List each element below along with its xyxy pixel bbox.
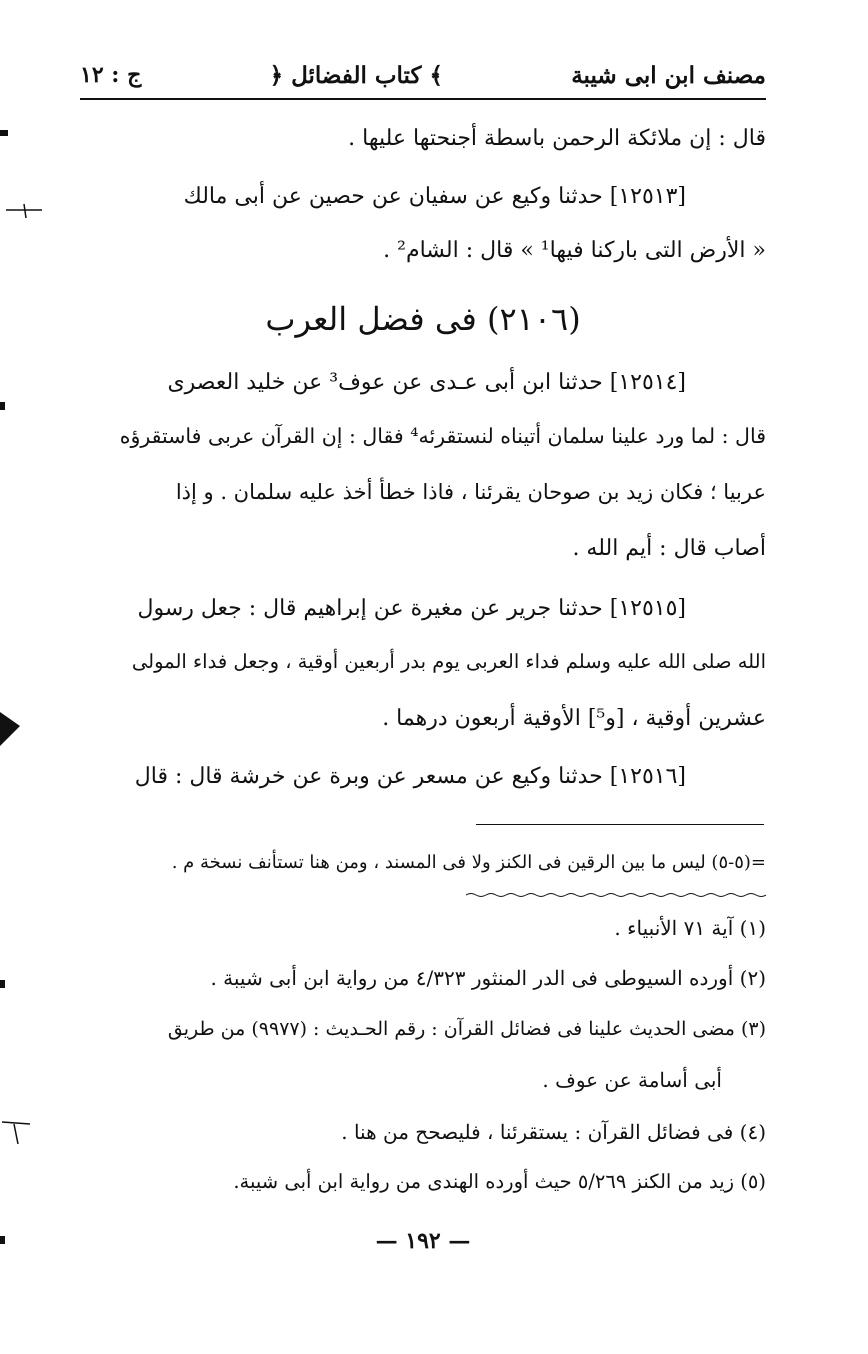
hadith-12515-line-3: عشرين أوقية ، [و⁵] الأوقية أربعون درهما . [382, 706, 766, 731]
hadith-12514-line-2: قال : لما ورد علينا سلمان أتيناه لنستقرئه⁴ فقال : إن القرآن عربى فاستقرؤه [119, 424, 766, 448]
margin-mark-dot-2 [0, 980, 8, 990]
chapter-title: ﴿ كتاب الفضائل ﴾ [269, 61, 443, 89]
footnote-1: (١) آية ٧١ الأنبياء . [614, 916, 766, 940]
footnote-3-line-1: (٣) مضى الحديث علينا فى فضائل القرآن : رقم الحـديث : (٩٩٧٧) من طريق [167, 1018, 766, 1040]
running-header [80, 52, 766, 98]
margin-cross-mark [4, 200, 44, 222]
section-heading: (٢١٠٦) فى فضل العرب [265, 300, 581, 338]
margin-mark-dot-3 [0, 1236, 8, 1246]
page-number: — ١٩٢ — [375, 1228, 471, 1254]
footnote-2: (٢) أورده السيوطى فى الدر المنثور ٤/٣٢٣ من رواية ابن أبى شيبة . [210, 966, 766, 990]
footnote-range-note: =(٥-٥) ليس ما بين الرقين فى الكنز ولا فى المسند ، ومن هنا تستأنف نسخة م . [171, 852, 766, 873]
volume-number: ج : ١٢ [80, 62, 142, 88]
wavy-divider [466, 892, 766, 898]
footnote-5: (٥) زيد من الكنز ٥/٢٦٩ حيث أورده الهندى من رواية ابن أبى شيبة. [233, 1170, 766, 1193]
hadith-12516-line-1: [١٢٥١٦] حدثنا وكيع عن مسعر عن وبرة عن خرشة قال : قال [134, 764, 686, 789]
margin-arrow-mark [0, 706, 24, 750]
hadith-12514-line-4: أصاب قال : أيم الله . [572, 536, 766, 561]
hadith-12514-line-1: [١٢٥١٤] حدثنا ابن أبى عـدى عن عوف³ عن خليد العصرى [167, 370, 686, 395]
text-line: قال : إن ملائكة الرحمن باسطة أجنحتها عليها . [348, 126, 766, 151]
margin-mark-top [0, 128, 14, 140]
book-title: مصنف ابن ابى شيبة [571, 61, 766, 89]
hadith-12515-line-2: الله صلى الله عليه وسلم فداء العربى يوم بدر أربعين أوقية ، وجعل فداء المولى [131, 650, 766, 673]
footnote-rule [476, 824, 764, 825]
hadith-12513-line-2: « الأرض التى باركنا فيها¹ » قال : الشام² . [383, 238, 766, 263]
margin-mark-dot [0, 402, 8, 412]
hadith-12515-line-1: [١٢٥١٥] حدثنا جرير عن مغيرة عن إبراهيم قال : جعل رسول [137, 596, 686, 621]
hadith-12513-line-1: [١٢٥١٣] حدثنا وكيع عن سفيان عن حصين عن أبى مالك [183, 184, 686, 209]
footnote-3-line-2: أبى أسامة عن عوف . [542, 1068, 722, 1092]
margin-tick-mark [0, 1116, 32, 1146]
footnote-4: (٤) فى فضائل القرآن : يستقرئنا ، فليصحح من هنا . [341, 1120, 766, 1144]
hadith-12514-line-3: عربيا ؛ فكان زيد بن صوحان يقرئنا ، فاذا خطأ أخذ عليه سلمان . و إذا [175, 480, 766, 504]
header-rule [80, 98, 766, 100]
